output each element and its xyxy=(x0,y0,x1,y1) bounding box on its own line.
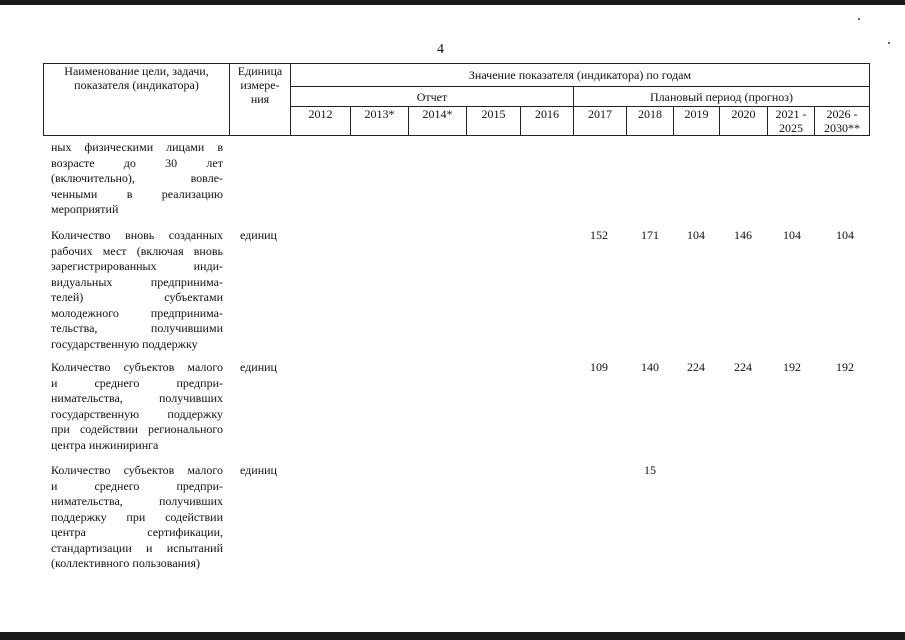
value-cell: 224 xyxy=(734,360,752,374)
header-year: 2016 xyxy=(521,107,574,136)
indicator-name-line: государственную поддержку xyxy=(51,336,198,351)
value-cell: 146 xyxy=(734,228,752,242)
scan-border-bottom xyxy=(0,632,905,640)
value-cell: 171 xyxy=(641,228,659,242)
indicator-name xyxy=(51,463,223,572)
header-year: 2026 - 2030** xyxy=(815,107,870,136)
header-unit-line: ния xyxy=(250,92,270,106)
header-year: 2018 xyxy=(627,107,674,136)
indicator-name-line: молодежного предпринима- xyxy=(51,305,223,320)
value-cell: 192 xyxy=(836,360,854,374)
indicator-name-line: Количество субъектов малого xyxy=(51,360,223,374)
indicator-name-line: (коллективного пользования) xyxy=(51,556,200,570)
header-name-column: Наименование цели, задачи, показателя (индикатора) xyxy=(44,64,230,136)
header-report-group: Отчет xyxy=(291,87,574,107)
indicator-name-line: тельства, получившими xyxy=(51,321,223,335)
value-cell: 224 xyxy=(687,360,705,374)
header-year: 2020 xyxy=(720,107,768,136)
header-year: 2017 xyxy=(574,107,627,136)
unit-value: единиц xyxy=(240,463,277,477)
header-unit-column xyxy=(230,64,291,136)
indicator-name-line: ных физическими лицами в xyxy=(51,140,223,154)
indicator-name-line: при содействии регионального xyxy=(51,422,223,436)
header-unit-line: Единица xyxy=(237,64,283,78)
value-cell: 140 xyxy=(641,360,659,374)
indicator-name-line: видуальных предпринима- xyxy=(51,274,223,289)
value-cell: 15 xyxy=(644,463,656,477)
indicator-name-line: нимательства, получивших xyxy=(51,391,223,405)
scan-speck xyxy=(858,18,860,20)
value-cell: 104 xyxy=(836,228,854,242)
indicator-name-line: ченными в реализацию xyxy=(51,186,223,201)
indicator-name-line: зарегистрированных инди- xyxy=(51,259,223,273)
scan-border-top xyxy=(0,0,905,5)
indicator-name-line: и среднего предпри- xyxy=(51,478,223,493)
indicator-name-line: возрасте до 30 лет xyxy=(51,155,223,170)
indicator-name-line: рабочих мест (включая вновь xyxy=(51,243,223,258)
value-cell: 104 xyxy=(783,228,801,242)
indicator-name-line: телей) субъектами xyxy=(51,290,223,304)
indicator-name-line: центра инжиниринга xyxy=(51,437,159,452)
header-year: 2019 xyxy=(674,107,720,136)
unit-value: единиц xyxy=(240,360,277,374)
header-unit-line: измере- xyxy=(240,78,280,92)
indicator-name-line: и среднего предпри- xyxy=(51,375,223,390)
indicator-name-line: государственную поддержку xyxy=(51,406,223,421)
header-year: 2012 xyxy=(291,107,351,136)
indicator-name-line: стандартизации и испытаний xyxy=(51,540,223,555)
header-year: 2014* xyxy=(409,107,467,136)
value-cell: 104 xyxy=(687,228,705,242)
header-values-column: Значение показателя (индикатора) по годам xyxy=(291,64,870,87)
header-year: 2013* xyxy=(351,107,409,136)
indicator-name-line: (включительно), вовле- xyxy=(51,171,223,185)
indicator-name xyxy=(51,228,223,352)
indicator-name-line: центра сертификации, xyxy=(51,525,223,539)
indicator-name-line: поддержку при содействии xyxy=(51,509,223,524)
header-year: 2015 xyxy=(467,107,521,136)
header-year: 2021 - 2025 xyxy=(768,107,815,136)
indicator-name-line: мероприятий xyxy=(51,202,119,216)
indicator-name xyxy=(51,360,223,453)
scan-speck xyxy=(888,42,890,44)
page-number: 4 xyxy=(437,42,444,57)
value-cell: 109 xyxy=(590,360,608,374)
header-plan-group: Плановый период (прогноз) xyxy=(574,87,870,107)
unit-value: единиц xyxy=(240,228,277,242)
value-cell: 192 xyxy=(783,360,801,374)
value-cell: 152 xyxy=(590,228,608,242)
indicator-table-header xyxy=(43,63,870,136)
indicator-name-line: нимательства, получивших xyxy=(51,494,223,508)
indicator-name-line: Количество вновь созданных xyxy=(51,228,223,242)
indicator-name xyxy=(51,140,223,218)
indicator-name-line: Количество субъектов малого xyxy=(51,463,223,477)
